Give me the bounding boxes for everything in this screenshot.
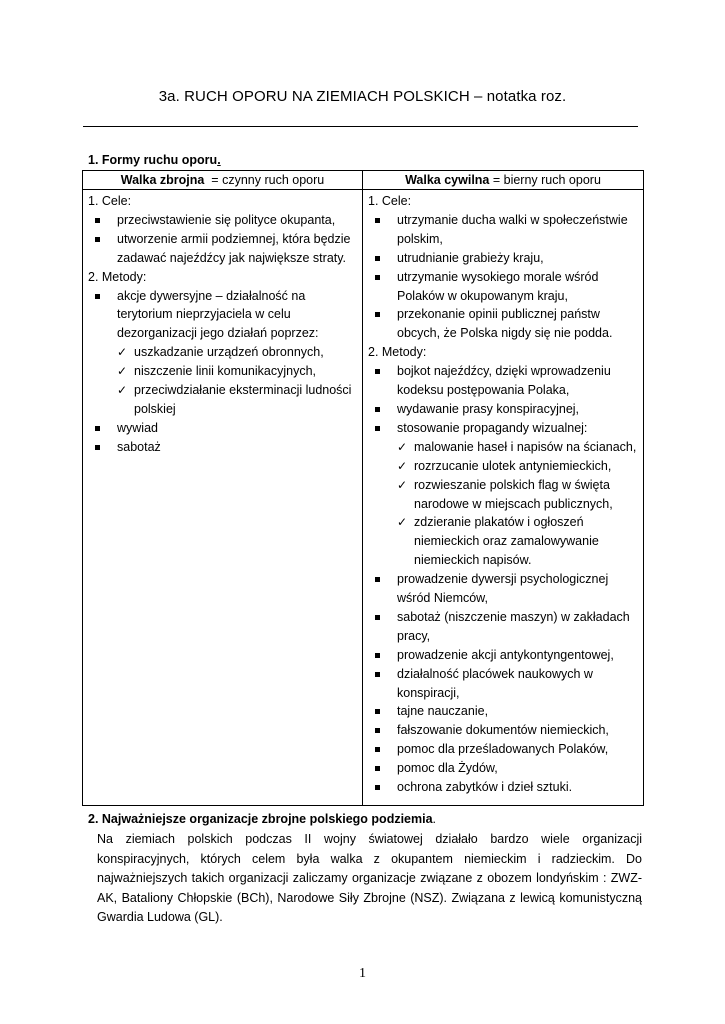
list-item	[373, 419, 639, 570]
civil-struggle-column	[363, 190, 644, 806]
list-item-text: utrzymanie ducha walki w społeczeństwie polskim,	[397, 212, 628, 246]
section2-paragraph: Na ziemiach polskich podczas II wojny światowej działało bardzo wiele organizacji konspiracyjnych, których celem była walka z okupantem niemieckim i radzieckim. Do najważniejszych takich organizacji zaliczamy organizacje związane z obozem londyńskim : ZWZ-AK, Bataliony Chłopskie (BCh), Narodowe Siły Zbrojne (NSZ). Związana z lewicą komunistyczną Gwardia Ludowa (GL).	[97, 832, 642, 925]
check-item-text: przeciwdziałanie eksterminacji ludności polskiej	[134, 383, 352, 416]
list-item	[93, 438, 358, 457]
list-item-text: ochrona zabytków i dzieł sztuki.	[397, 780, 573, 795]
square-bullet-icon	[95, 218, 100, 223]
list-item-text: utrudnianie grabieży kraju,	[397, 250, 544, 265]
checkmark-icon: ✓	[397, 515, 408, 530]
list-item	[373, 211, 639, 249]
square-bullet-icon	[375, 615, 380, 620]
square-bullet-icon	[375, 275, 380, 280]
list-item	[373, 778, 639, 797]
list-item-text: sabotaż	[117, 439, 161, 454]
list-item-text: utworzenie armii podziemnej, która będzie zadawać najeźdźcy jak największe straty.	[117, 231, 351, 265]
checkmark-icon: ✓	[397, 477, 408, 492]
check-item-text: rozwieszanie polskich flag w święta narodowe w miejscach publicznych,	[414, 477, 613, 511]
list-item	[373, 759, 639, 778]
section1-heading-text: 1. Formy ruchu oporu	[88, 153, 218, 167]
armed-struggle-header-rest: = czynny ruch oporu	[204, 173, 325, 187]
square-bullet-icon	[375, 653, 380, 658]
square-bullet-icon	[375, 728, 380, 733]
list-item-text: pomoc dla prześladowanych Polaków,	[397, 742, 609, 757]
armed-goals-list	[87, 211, 358, 268]
list-item	[373, 646, 639, 665]
civil-struggle-header-rest: = bierny ruch oporu	[489, 173, 601, 187]
list-item	[373, 305, 639, 343]
list-item	[373, 570, 639, 608]
section2-heading-dot: .	[432, 812, 437, 826]
list-item-text: wywiad	[117, 420, 158, 435]
table-body-row	[83, 190, 644, 806]
list-item-text: pomoc dla Żydów,	[397, 761, 498, 776]
check-item	[117, 381, 358, 419]
list-item	[373, 362, 639, 400]
square-bullet-icon	[95, 445, 100, 450]
check-item-text: uszkadzanie urządzeń obronnych,	[134, 345, 324, 360]
section2-heading	[88, 812, 436, 826]
armed-methods-list	[87, 287, 358, 457]
check-item	[397, 513, 639, 570]
armed-struggle-header	[83, 171, 363, 190]
armed-methods-label: 2. Metody:	[88, 269, 147, 284]
list-item-text: akcje dywersyjne – działalność na terytorium nieprzyjaciela w celu dezorganizacji jego działań poprzez:	[117, 288, 319, 341]
square-bullet-icon	[375, 577, 380, 582]
list-item	[93, 419, 358, 438]
checkmark-icon: ✓	[397, 439, 408, 454]
square-bullet-icon	[95, 294, 100, 299]
list-item	[373, 249, 639, 268]
resistance-forms-table	[82, 170, 644, 806]
check-item	[397, 438, 639, 457]
civil-struggle-header-bold: Walka cywilna	[405, 173, 490, 187]
list-item-text: prowadzenie dywersji psychologicznej wśród Niemców,	[397, 572, 609, 606]
square-bullet-icon	[375, 709, 380, 714]
check-item	[397, 457, 639, 476]
list-item	[373, 665, 639, 703]
section1-heading-dot: .	[217, 153, 221, 167]
square-bullet-icon	[95, 237, 100, 242]
square-bullet-icon	[375, 407, 380, 412]
document-title: 3a. RUCH OPORU NA ZIEMIACH POLSKICH – notatka roz.	[158, 88, 567, 105]
armed-struggle-column	[83, 190, 363, 806]
square-bullet-icon	[375, 426, 380, 431]
list-item	[93, 211, 358, 230]
check-item-text: malowanie haseł i napisów na ścianach,	[414, 439, 637, 454]
armed-goals-label: 1. Cele:	[88, 194, 132, 208]
list-item-text: utrzymanie wysokiego morale wśród Polaków w okupowanym kraju,	[397, 269, 599, 303]
checkmark-icon: ✓	[117, 345, 128, 360]
propaganda-list	[397, 438, 639, 570]
checkmark-icon: ✓	[117, 364, 128, 379]
list-item	[373, 740, 639, 759]
list-item	[373, 721, 639, 740]
checkmark-icon: ✓	[117, 383, 128, 398]
armed-struggle-header-bold: Walka zbrojna	[120, 173, 205, 187]
square-bullet-icon	[375, 785, 380, 790]
civil-methods-list	[367, 362, 639, 797]
check-item	[117, 362, 358, 381]
sabotage-actions-list	[117, 343, 358, 419]
list-item	[373, 400, 639, 419]
square-bullet-icon	[375, 766, 380, 771]
list-item-text: przeciwstawienie się polityce okupanta,	[117, 212, 336, 227]
list-item-text: tajne nauczanie,	[397, 704, 489, 719]
table-header-row	[83, 171, 644, 190]
check-item	[117, 343, 358, 362]
list-item-text: wydawanie prasy konspiracyjnej,	[397, 401, 580, 416]
civil-struggle-header	[363, 171, 644, 190]
square-bullet-icon	[95, 426, 100, 431]
checkmark-icon: ✓	[397, 458, 408, 473]
square-bullet-icon	[375, 218, 380, 223]
civil-goals-list	[367, 211, 639, 343]
title-underline	[83, 126, 638, 127]
civil-goals-label: 1. Cele:	[368, 194, 412, 208]
list-item	[373, 608, 639, 646]
list-item-text: bojkot najeźdźcy, dzięki wprowadzeniu kodeksu postępowania Polaka,	[397, 364, 611, 398]
civil-methods-label: 2. Metody:	[368, 345, 427, 360]
list-item-text: stosowanie propagandy wizualnej:	[397, 420, 588, 435]
square-bullet-icon	[375, 747, 380, 752]
square-bullet-icon	[375, 672, 380, 677]
square-bullet-icon	[375, 256, 380, 261]
list-item	[93, 230, 358, 268]
list-item	[373, 268, 639, 306]
check-item-text: niszczenie linii komunikacyjnych,	[134, 364, 317, 379]
list-item	[93, 287, 358, 419]
list-item-text: przekonanie opinii publicznej państw obcych, że Polska nigdy się nie podda.	[397, 307, 613, 341]
page-number: 1	[359, 966, 366, 981]
square-bullet-icon	[375, 312, 380, 317]
list-item-text: sabotaż (niszczenie maszyn) w zakładach pracy,	[397, 609, 630, 643]
section2-heading-text: 2. Najważniejsze organizacje zbrojne polskiego podziemia	[88, 812, 433, 826]
list-item	[373, 702, 639, 721]
check-item-text: zdzieranie plakatów i ogłoszeń niemieckich oraz zamalowywanie niemieckich napisów.	[414, 515, 599, 568]
check-item-text: rozrzucanie ulotek antyniemieckich,	[414, 458, 612, 473]
square-bullet-icon	[375, 369, 380, 374]
list-item-text: fałszowanie dokumentów niemieckich,	[397, 723, 609, 738]
list-item-text: działalność placówek naukowych w konspiracji,	[397, 666, 593, 700]
section1-heading	[88, 153, 221, 167]
list-item-text: prowadzenie akcji antykontyngentowej,	[397, 647, 614, 662]
check-item	[397, 476, 639, 514]
